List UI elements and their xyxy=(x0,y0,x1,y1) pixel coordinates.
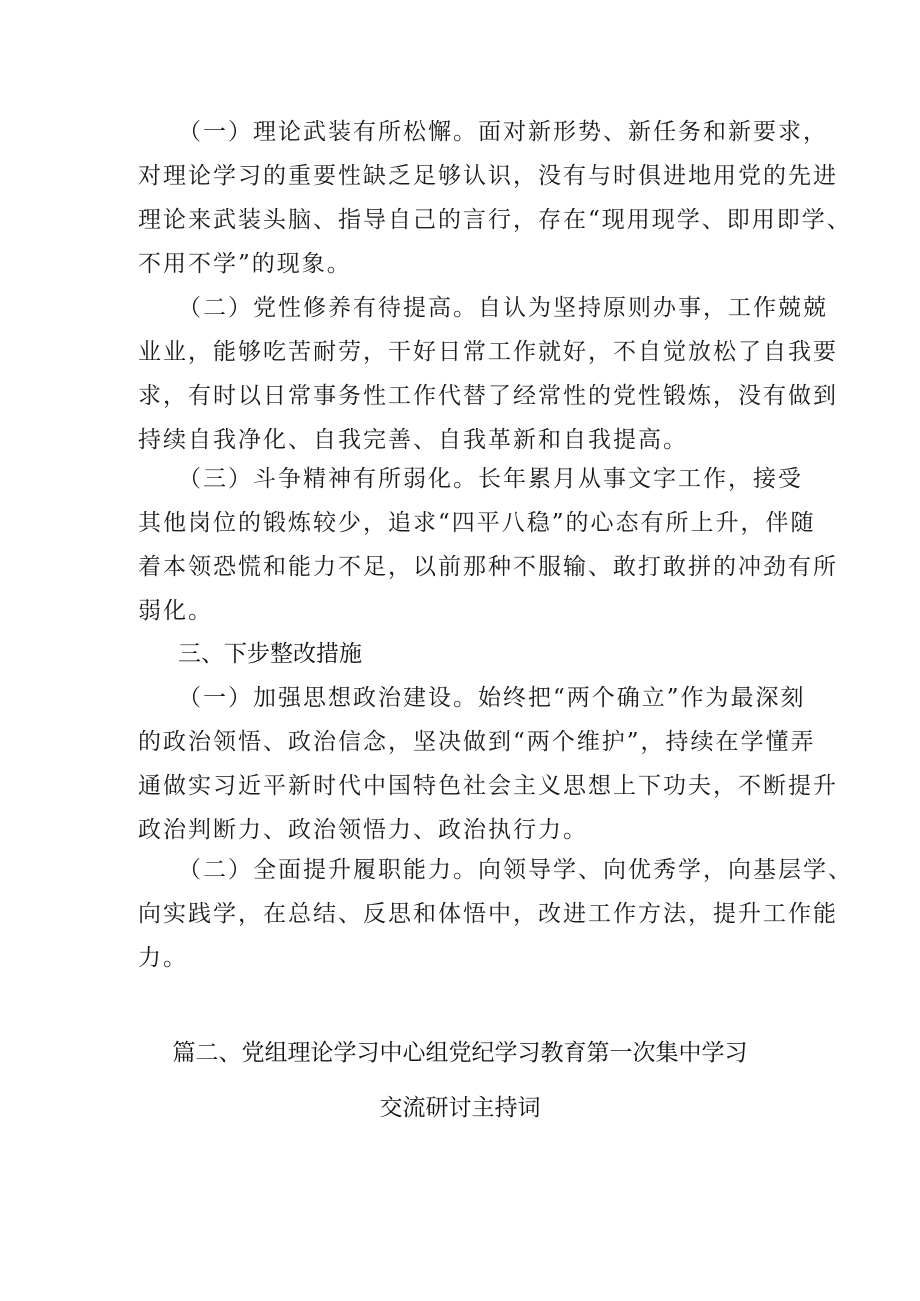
paragraph-line: 持续自我净化、自我完善、自我革新和自我提高。 xyxy=(138,427,688,453)
section-heading: 三、下步整改措施 xyxy=(178,641,362,667)
paragraph-line: 业业，能够吃苦耐劳，干好日常工作就好，不自觉放松了自我要 xyxy=(138,339,838,365)
paragraph-line: （一）加强思想政治建设。始终把“两个确立”作为最深刻 xyxy=(178,685,806,711)
paragraph-line: （二）全面提升履职能力。向领导学、向优秀学，向基层学、 xyxy=(178,857,853,883)
paragraph-line: 力。 xyxy=(138,945,188,971)
paragraph-line: 不用不学”的现象。 xyxy=(138,251,352,277)
paragraph-line: 对理论学习的重要性缺乏足够认识，没有与时俱进地用党的先进 xyxy=(138,163,838,189)
paragraph-line: 政治判断力、政治领悟力、政治执行力。 xyxy=(138,817,588,843)
paragraph-line: 求，有时以日常事务性工作代替了经常性的党性锻炼，没有做到 xyxy=(138,383,838,409)
paragraph-line: 弱化。 xyxy=(138,598,213,624)
paragraph-line: （一）理论武装有所松懈。面对新形势、新任务和新要求， xyxy=(178,119,828,145)
paragraph-line: 理论来武装头脑、指导自己的言行，存在“现用现学、即用即学、 xyxy=(138,207,852,233)
article-title: 篇二、党组理论学习中心组党纪学习教育第一次集中学习 xyxy=(172,1040,748,1066)
paragraph-line: 向实践学，在总结、反思和体悟中，改进工作方法，提升工作能 xyxy=(138,901,838,927)
article-title-continued: 交流研讨主持词 xyxy=(379,1095,541,1121)
paragraph-line: 其他岗位的锻炼较少，追求“四平八稳”的心态有所上升，伴随 xyxy=(138,510,816,536)
paragraph-line: 通做实习近平新时代中国特色社会主义思想上下功夫，不断提升 xyxy=(138,773,838,799)
paragraph-line: （二）党性修养有待提高。自认为坚持原则办事，工作兢兢 xyxy=(178,295,828,321)
paragraph-line: 的政治领悟、政治信念，坚决做到“两个维护”，持续在学懂弄 xyxy=(138,729,816,755)
paragraph-line: 着本领恐慌和能力不足，以前那种不服输、敢打敢拼的冲劲有所 xyxy=(138,554,838,580)
paragraph-line: （三）斗争精神有所弱化。长年累月从事文字工作，接受 xyxy=(178,466,803,492)
